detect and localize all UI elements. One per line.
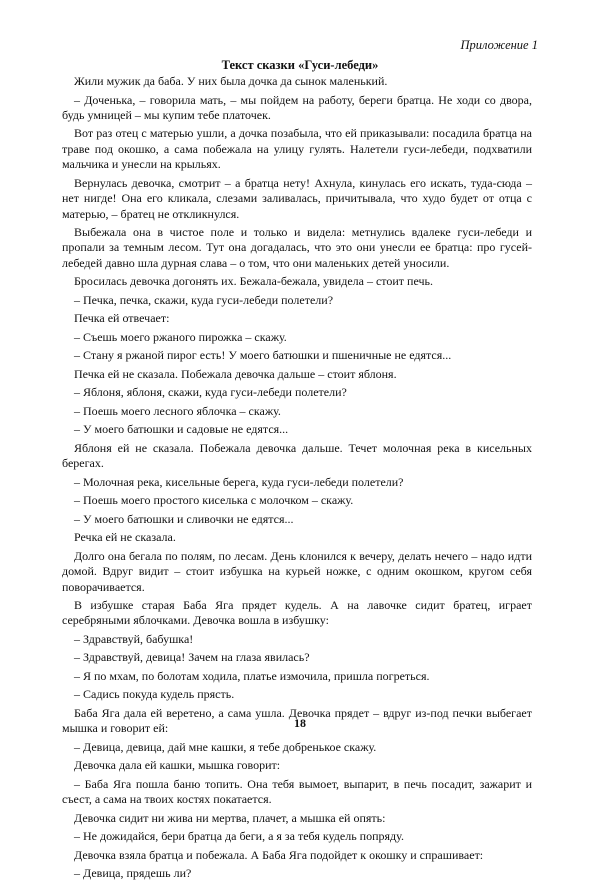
paragraph: – Поешь моего лесного яблочка – скажу. [74, 403, 281, 418]
paragraph: – Садись покуда кудель прясть. [74, 687, 235, 702]
paragraph: – Я по мхам, по болотам ходила, платье измочила, пришла погреться. [74, 668, 430, 683]
paragraph: – У моего батюшки и сливочки не едятся... [74, 511, 294, 526]
paragraph: Бросилась девочка догонять их. Бежала-бежала, увидела – стоит печь. [74, 274, 434, 289]
story-text [62, 74, 532, 885]
paragraph: – Поешь моего простого киселька с молочком – скажу. [74, 493, 354, 508]
paragraph: – Девица, прядешь ли? [74, 866, 192, 881]
paragraph: Вот раз отец с матерью ушли, а дочка позабыла, что ей приказывали: посадила братца на траве под окошко, а сама побежала на улицу гулять. Налетели гуси-лебеди, подхватили мальчика и унесли на крыльях. [62, 126, 532, 172]
paragraph: Долго она бегала по полям, по лесам. День клонился к вечеру, делать нечего – надо идти домой. Вдруг видит – стоит избушка на курьей ножке, с одним окошком, кругом себя поворачивается. [62, 548, 532, 594]
paragraph: Яблоня ей не сказала. Побежала девочка дальше. Течет молочная река в кисельных берегах. [62, 440, 532, 471]
paragraph: – Яблоня, яблоня, скажи, куда гуси-лебеди полетели? [74, 385, 347, 400]
paragraph: – Баба Яга пошла баню топить. Она тебя вымоет, выпарит, в печь посадит, зажарит и съест, а сама на твоих костях покатается. [62, 776, 532, 807]
paragraph: – Съешь моего ржаного пирожка – скажу. [74, 329, 287, 344]
paragraph: В избушке старая Баба Яга прядет кудель. А на лавочке сидит братец, играет серебряными яблочками. Девочка вошла в избушку: [62, 598, 532, 628]
paragraph: – Стану я ржаной пирог есть! У моего батюшки и пшеничные не едятся... [74, 348, 452, 363]
paragraph: Баба Яга дала ей веретено, а сама ушла. Девочка прядет – вдруг из-под печки выбегает мышка и говорит ей: [62, 705, 532, 736]
page-number: 18 [294, 716, 306, 730]
paragraph: – Здравствуй, девица! Зачем на глаза явилась? [74, 650, 310, 665]
paragraph: – Доченька, – говорила мать, – мы пойдем на работу, береги братца. Не ходи со двора, будь умницей – мы купим тебе платочек. [62, 92, 532, 122]
paragraph: Вернулась девочка, смотрит – а братца нету! Ахнула, кинулась его искать, туда-сюда – нет нигде! Она его кликала, слезами заливалась, причитывала, что худо будет от отца с матерью, – братец не откликнулся. [62, 175, 532, 221]
paragraph: Речка ей не сказала. [74, 530, 176, 545]
paragraph: Печка ей отвечает: [74, 311, 170, 326]
paragraph: Девочка сидит ни жива ни мертва, плачет, а мышка ей опять: [74, 810, 386, 825]
paragraph: – Здравствуй, бабушка! [74, 631, 194, 646]
story-title: Текст сказки «Гуси-лебеди» [221, 58, 379, 72]
paragraph: Жили мужик да баба. У них была дочка да сынок маленький. [74, 74, 388, 88]
paragraph: – Не дожидайся, бери братца да беги, а я за тебя кудель попряду. [74, 829, 404, 844]
paragraph: Выбежала она в чистое поле и только и видела: метнулись вдалеке гуси-лебеди и пропали за темным лесом. Тут она догадалась, что это они унесли ее братца: про гусей-лебедей давно шла дурная слава – о том, что они маленьких детей уносили. [62, 225, 532, 270]
paragraph: – Печка, печка, скажи, куда гуси-лебеди полетели? [74, 292, 334, 307]
appendix-label: Приложение 1 [460, 38, 538, 52]
paragraph: – Девица, девица, дай мне кашки, я тебе добренькое скажу. [74, 739, 377, 754]
paragraph: Девочка дала ей кашки, мышка говорит: [74, 758, 281, 773]
paragraph: – Молочная река, кисельные берега, куда гуси-лебеди полетели? [74, 474, 404, 489]
paragraph: – У моего батюшки и садовые не едятся... [74, 422, 289, 437]
paragraph: Печка ей не сказала. Побежала девочка дальше – стоит яблоня. [74, 366, 397, 381]
paragraph: Девочка взяла братца и побежала. А Баба Яга подойдет к окошку и спрашивает: [74, 847, 484, 862]
